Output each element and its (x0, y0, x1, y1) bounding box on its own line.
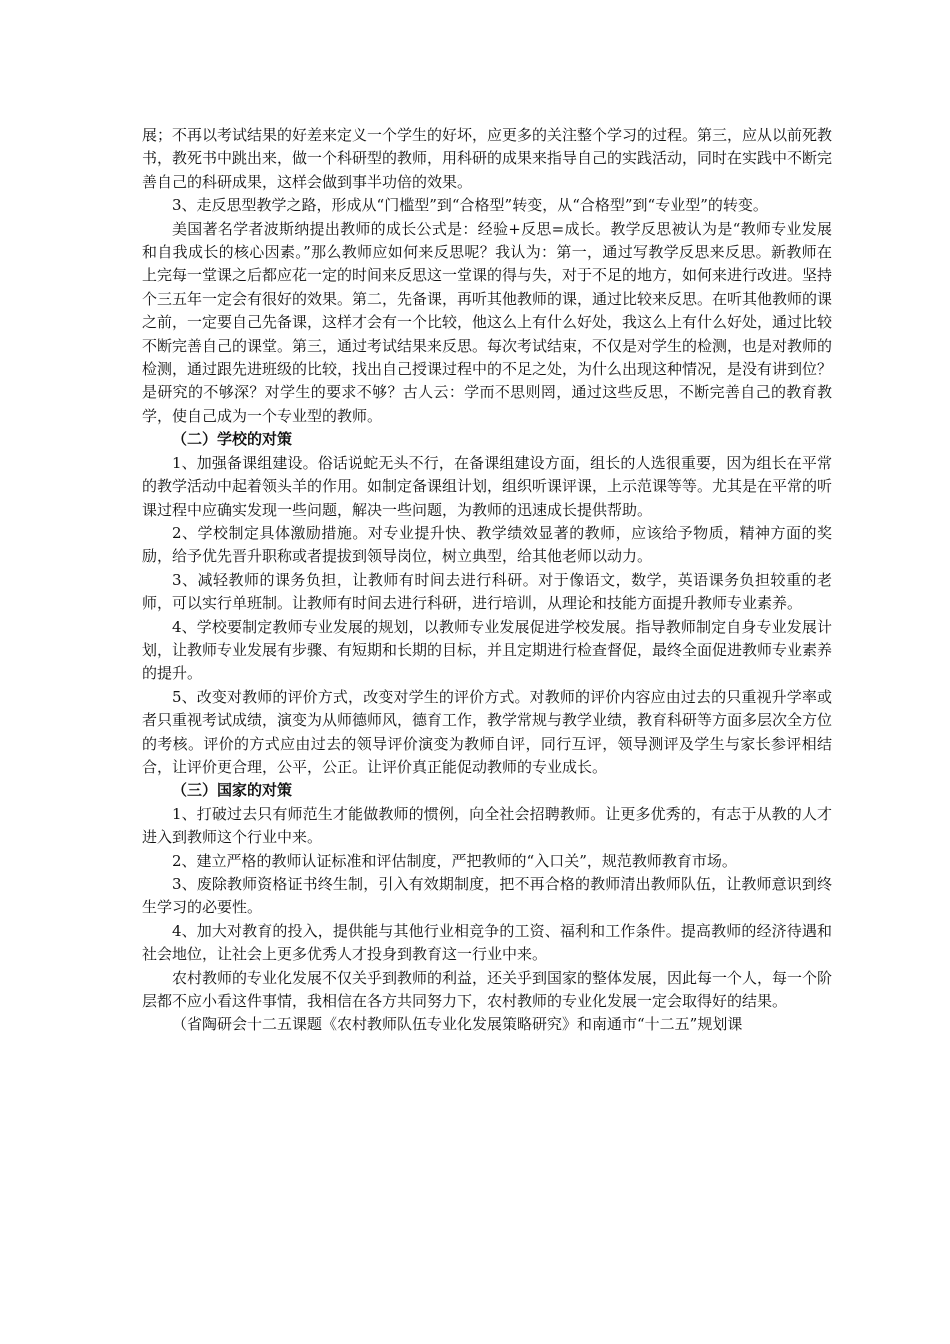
section-heading-state: （三）国家的对策 (172, 781, 293, 800)
paragraph-reflective-teaching: 3、走反思型教学之路，形成从“门槛型”到“合格型”转变，从“合格型”到“专业型”的转变。 (172, 196, 768, 215)
paragraph-posner-formula: 美国著名学者波斯纳提出教师的成长公式是：经验+反思=成长。教学反思被认为是“教师专业发展和自我成长的核心因素。”那么教师应如何来反思呢？我认为：第一，通过写教学反思来反思。新教师在上完每一堂课之后都应花一定的时间来反思这一堂课的得与失，对于不足的地方，如何来进行改进。坚持个三五年一定会有很好的效果。第二，先备课，再听其他教师的课，通过比较来反思。在听其他教师的课之前，一定要自己先备课，这样才会有一个比较，他这么上有什么好处，我这么上有什么好处，通过比较不断完善自己的课堂。第三，通过考试结果来反思。每次考试结束，不仅是对学生的检测，也是对教师的检测，通过跟先进班级的比较，找出自己授课过程中的不足之处，为什么出现这种情况，是没有讲到位？是研究的不够深？对学生的要求不够？古人云：学而不思则罔，通过这些反思，不断完善自己的教育教学，使自己成为一个专业型的教师。 (142, 219, 833, 425)
state-item-4: 4、加大对教育的投入，提供能与其他行业相竞争的工资、福利和工作条件。提高教师的经济待遇和社会地位，让社会上更多优秀人才投身到教育这一行业中来。 (142, 921, 832, 964)
conclusion-paragraph: 农村教师的专业化发展不仅关乎到教师的利益，还关乎到国家的整体发展，因此每一个人，每一个阶层都不应小看这件事情，我相信在各方共同努力下，农村教师的专业化发展一定会取得好的结果。 (142, 968, 833, 1011)
state-item-2: 2、建立严格的教师认证标准和评估制度，严把教师的“入口关”，规范教师教育市场。 (172, 851, 737, 870)
school-item-1: 1、加强备课组建设。俗话说蛇无头不行，在备课组建设方面，组长的人选很重要，因为组长在平常的教学活动中起着领头羊的作用。如制定备课组计划，组织听课评课，上示范课等等。尤其是在平常的听课过程中应确实发现一些问题，解决一些问题，为教师的迅速成长提供帮助。 (142, 453, 833, 519)
state-item-3: 3、废除教师资格证书终生制，引入有效期制度，把不再合格的教师清出教师队伍，让教师意识到终生学习的必要性。 (142, 875, 832, 917)
state-item-1: 1、打破过去只有师范生才能做教师的惯例，向全社会招聘教师。让更多优秀的，有志于从教的人才进入到教师这个行业中来。 (142, 804, 832, 847)
document-page (142, 124, 832, 1037)
school-item-4: 4、学校要制定教师专业发展的规划，以教师专业发展促进学校发展。指导教师制定自身专业发展计划，让教师专业发展有步骤、有短期和长期的目标，并且定期进行检查督促，最终全面促进教师专业素养的提升。 (142, 617, 833, 683)
section-heading-school: （二）学校的对策 (172, 430, 293, 449)
school-item-2: 2、学校制定具体激励措施。对专业提升快、教学绩效显著的教师，应该给予物质，精神方面的奖励，给予优先晋升职称或者提拔到领导岗位，树立典型，给其他老师以动力。 (142, 523, 832, 566)
footnote-paragraph: （省陶研会十二五课题《农村教师队伍专业化发展策略研究》和南通市“十二五”规划课 (172, 1015, 743, 1034)
school-item-3: 3、减轻教师的课务负担，让教师有时间去进行科研。对于像语文，数学，英语课务负担较重的老师，可以实行单班制。让教师有时间去进行科研，进行培训，从理论和技能方面提升教师专业素养。 (142, 570, 832, 613)
school-item-5: 5、改变对教师的评价方式，改变对学生的评价方式。对教师的评价内容应由过去的只重视升学率或者只重视考试成绩，演变为从师德师风，德育工作，教学常规与教学业绩，教育科研等方面多层次全方位的考核。评价的方式应由过去的领导评价演变为教师自评，同行互评，领导测评及学生与家长参评相结合，让评价更合理，公平，公正。让评价真正能促动教师的专业成长。 (142, 687, 833, 776)
paragraph-continuation: 展；不再以考试结果的好差来定义一个学生的好坏，应更多的关注整个学习的过程。第三，应从以前死教书，教死书中跳出来，做一个科研型的教师，用科研的成果来指导自己的实践活动，同时在实践中不断完善自己的科研成果，这样会做到事半功倍的效果。 (142, 126, 833, 191)
